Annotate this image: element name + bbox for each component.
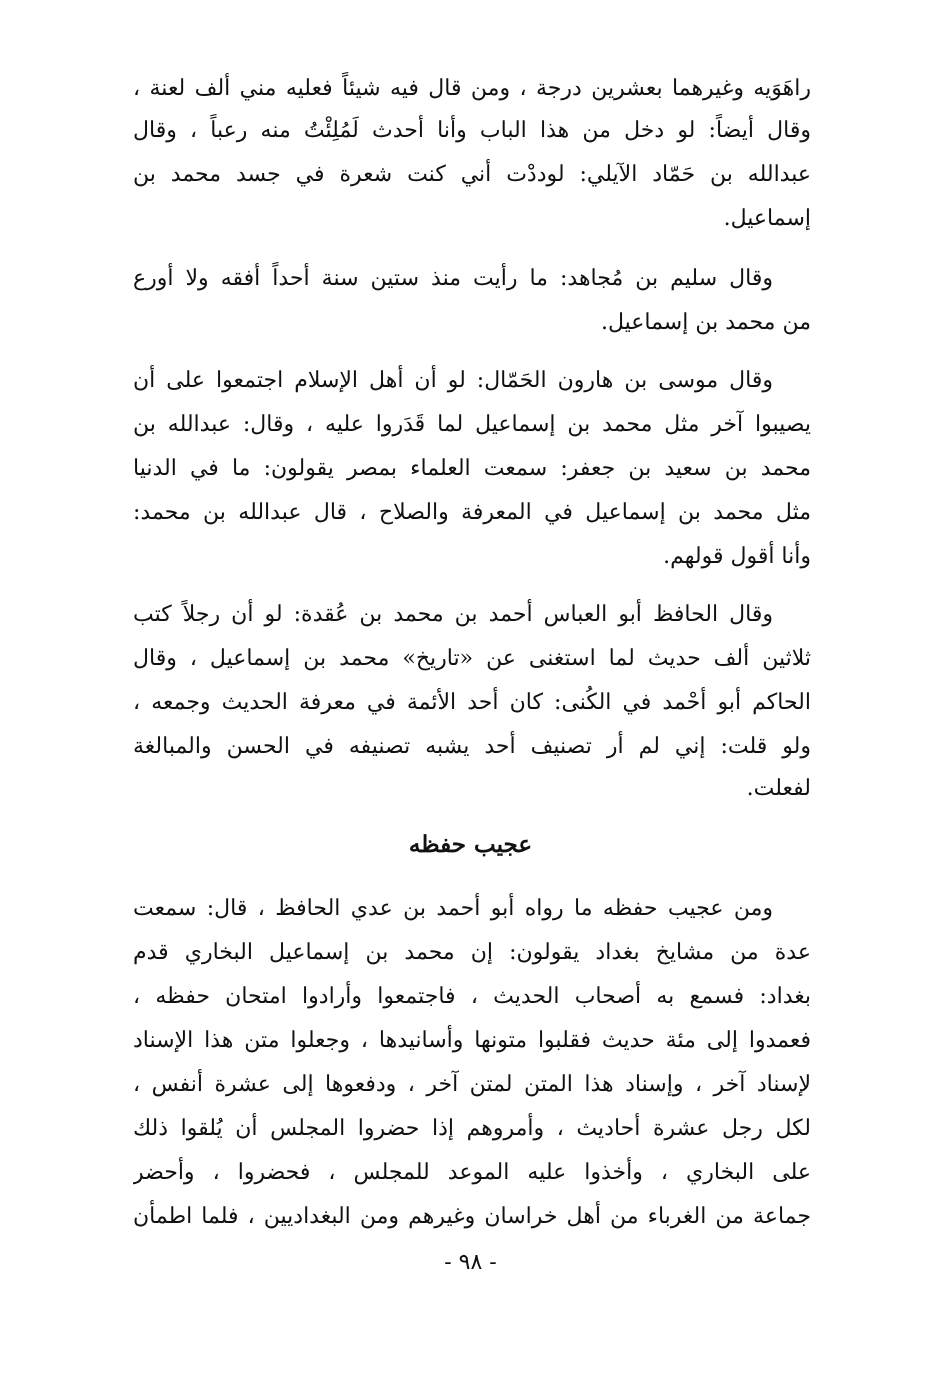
text-line: على البخاري ، وأخذوا عليه الموعد للمجلس ، فحضروا ، وأحضر (133, 1160, 811, 1185)
text-line: إسماعيل. (723, 206, 811, 231)
text-line: لكل رجل عشرة أحاديث ، وأمروهم إذا حضروا المجلس أن يُلقوا ذلك (133, 1116, 811, 1141)
text-line: جماعة من الغرباء من أهل خراسان وغيرهم ومن البغداديين ، فلما اطمأن (133, 1204, 811, 1229)
text-line: محمد بن سعيد بن جعفر: سمعت العلماء بمصر يقولون: ما في الدنيا (133, 456, 811, 481)
text-line: وأنا أقول قولهم. (663, 544, 811, 569)
text-line: ومن عجيب حفظه ما رواه أبو أحمد بن عدي الحافظ ، قال: سمعت (133, 896, 773, 921)
text-line: بغداد: فسمع به أصحاب الحديث ، فاجتمعوا وأرادوا امتحان حفظه ، (133, 984, 811, 1009)
text-line: من محمد بن إسماعيل. (600, 310, 811, 335)
text-line: راهَوَيه وغيرهما بعشرين درجة ، ومن قال فيه شيئاً فعليه مني ألف لعنة ، (133, 76, 811, 101)
text-line: عبدالله بن حَمّاد الآيلي: لوددْت أني كنت شعرة في جسد محمد بن (133, 162, 811, 187)
page-number: - ٩٨ - (444, 1250, 497, 1275)
text-line: لإسناد آخر ، وإسناد هذا المتن لمتن آخر ، ودفعوها إلى عشرة أنفس ، (133, 1072, 811, 1097)
text-line: مثل محمد بن إسماعيل في المعرفة والصلاح ، قال عبدالله بن محمد: (133, 500, 811, 525)
text-line: وقال الحافظ أبو العباس أحمد بن محمد بن عُقدة: لو أن رجلاً كتب (133, 602, 773, 627)
text-line: لفعلت. (746, 776, 811, 801)
text-line: يصيبوا آخر مثل محمد بن إسماعيل لما قَدَروا عليه ، وقال: عبدالله بن (133, 412, 811, 437)
section-heading: عجيب حفظه (408, 831, 533, 858)
text-line: ولو قلت: إني لم أر تصنيف أحد يشبه تصنيفه في الحسن والمبالغة (133, 734, 811, 759)
text-line: ثلاثين ألف حديث لما استغنى عن «تاريخ» محمد بن إسماعيل ، وقال (133, 646, 811, 671)
text-line: وقال أيضاً: لو دخل من هذا الباب وأنا أحدث لَمُلِئْتُ منه رعباً ، وقال (133, 118, 811, 143)
text-line: وقال موسى بن هارون الحَمّال: لو أن أهل الإسلام اجتمعوا على أن (133, 368, 773, 393)
text-line: الحاكم أبو أحْمد في الكُنى: كان أحد الأئمة في معرفة الحديث وجمعه ، (133, 690, 811, 715)
text-line: عدة من مشايخ بغداد يقولون: إن محمد بن إسماعيل البخاري قدم (133, 940, 811, 965)
text-line: فعمدوا إلى مئة حديث فقلبوا متونها وأسانيدها ، وجعلوا متن هذا الإسناد (133, 1028, 811, 1053)
text-line: وقال سليم بن مُجاهد: ما رأيت منذ ستين سنة أحداً أفقه ولا أورع (133, 266, 773, 291)
